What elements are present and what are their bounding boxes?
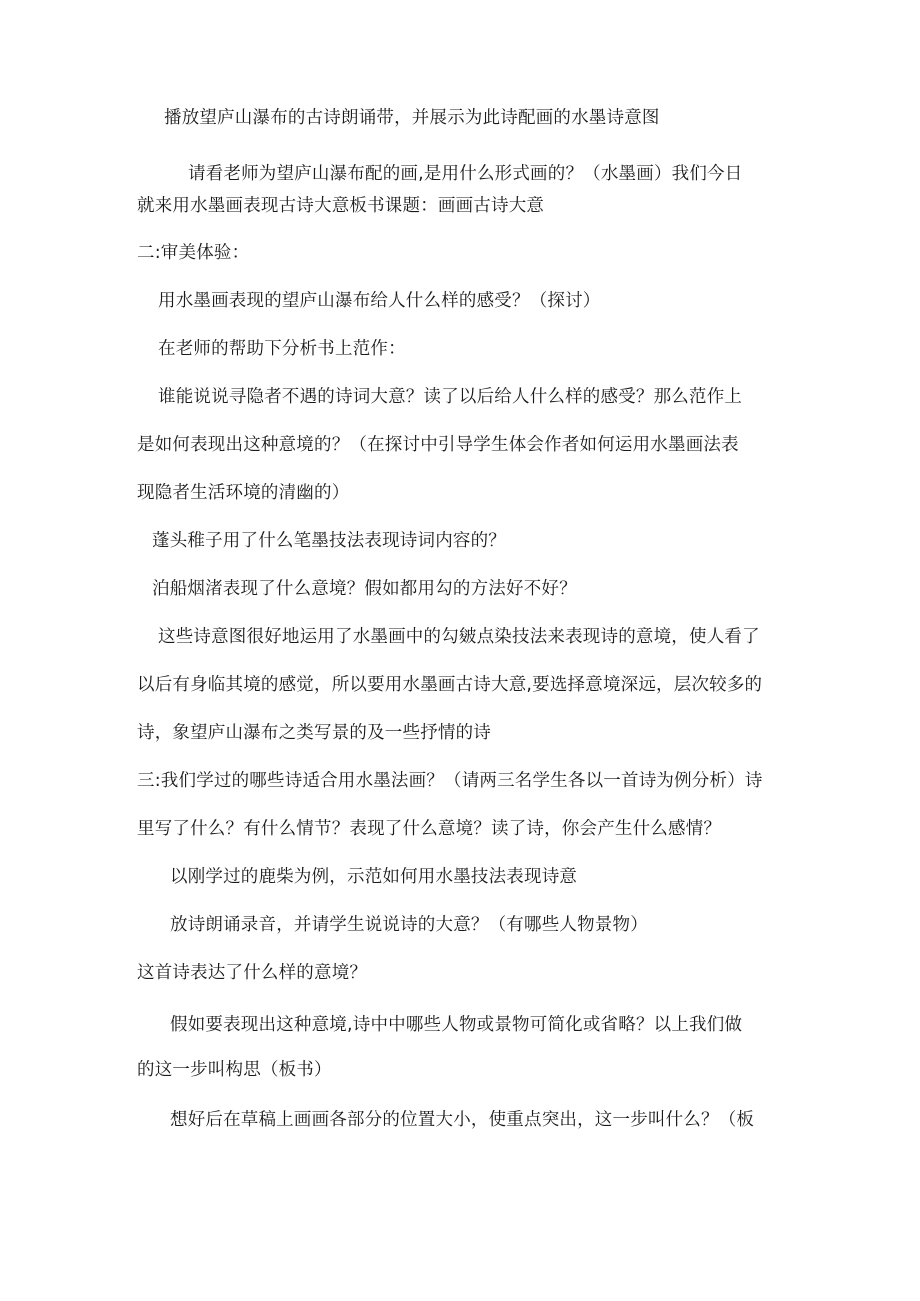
text-line-10: 蓬头稚子用了什么笔墨技法表现诗词内容的？	[152, 531, 506, 551]
text-line-7: 谁能说说寻隐者不遇的诗词大意？读了以后给人什么样的感受？那么范作上	[158, 387, 743, 407]
text-line-12: 这些诗意图很好地运用了水墨画中的勾皴点染技法来表现诗的意境，使人看了	[158, 627, 760, 647]
text-line-21: 的这一步叫构思（板书）	[137, 1060, 332, 1080]
text-line-11: 泊船烟渚表现了什么意境？假如都用勾的方法好不好？	[152, 579, 577, 599]
text-line-20: 假如要表现出这种意境,诗中中哪些人物或景物可简化或省略？以上我们做	[170, 1015, 743, 1035]
text-line-9: 现隐者生活环境的清幽的）	[137, 483, 350, 503]
text-line-13: 以后有身临其境的感觉，所以要用水墨画古诗大意,要选择意境深远，层次较多的	[137, 675, 763, 695]
text-line-5: 用水墨画表现的望庐山瀑布给人什么样的感受？（探讨）	[158, 291, 601, 311]
section-heading-3: 三:我们学过的哪些诗适合用水墨法画？（请两三名学生各以一首诗为例分析）诗	[137, 771, 763, 791]
text-line-19: 这首诗表达了什么样的意境？	[137, 963, 368, 983]
text-line-14: 诗，象望庐山瀑布之类写景的及一些抒情的诗	[137, 723, 491, 743]
text-line-16: 里写了什么？有什么情节？表现了什么意境？读了诗，你会产生什么感情？	[137, 819, 722, 839]
section-heading-2: 二:审美体验：	[137, 243, 250, 263]
text-line-22: 想好后在草稿上画画各部分的位置大小，使重点突出，这一步叫什么？（板	[170, 1110, 755, 1130]
text-line-18: 放诗朗诵录音，并请学生说说诗的大意？（有哪些人物景物）	[170, 915, 648, 935]
text-line-6: 在老师的帮助下分析书上范作：	[158, 339, 406, 359]
text-line-17: 以刚学过的鹿柴为例，示范如何用水墨技法表现诗意	[170, 867, 578, 887]
text-line-1: 播放望庐山瀑布的古诗朗诵带，并展示为此诗配画的水墨诗意图	[164, 108, 660, 128]
text-line-2: 请看老师为望庐山瀑布配的画,是用什么形式画的？（水墨画）我们今日	[188, 164, 743, 184]
text-line-8: 是如何表现出这种意境的？（在探讨中引导学生体会作者如何运用水墨画法表	[137, 435, 739, 455]
text-line-3: 就来用水墨画表现古诗大意板书课题：画画古诗大意	[137, 196, 545, 216]
